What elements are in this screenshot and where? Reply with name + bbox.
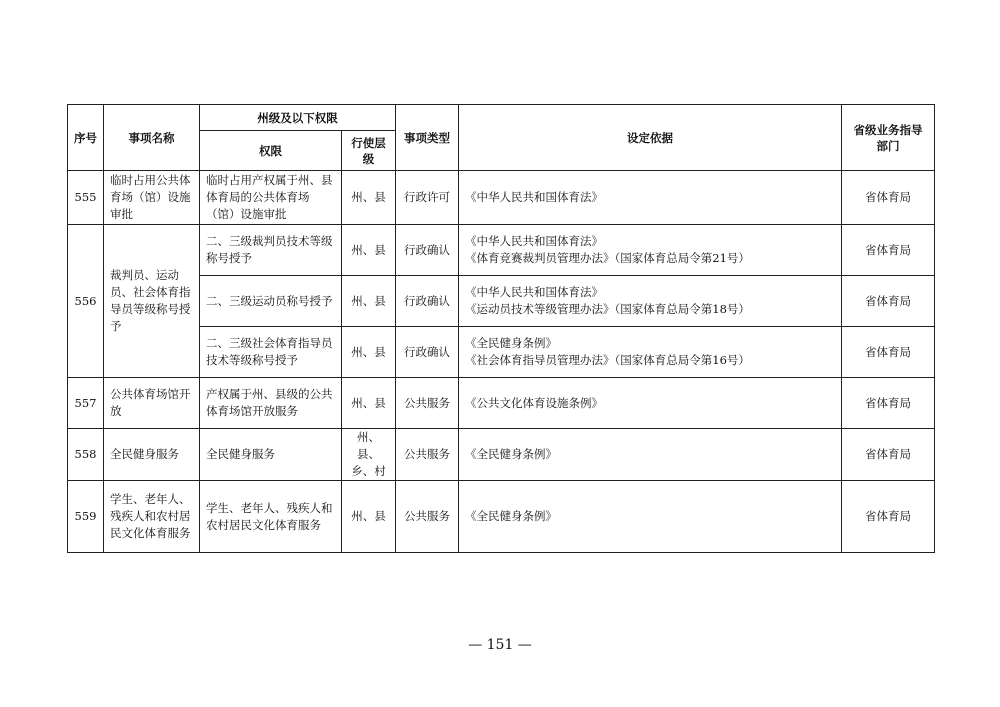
basis-line: 《中华人民共和国体育法》 xyxy=(465,234,603,248)
basis-cell xyxy=(459,276,842,327)
authority-list-table xyxy=(67,104,935,553)
seq-cell: 555 xyxy=(68,171,104,225)
table-row xyxy=(68,378,935,429)
authority-cell: 全民健身服务 xyxy=(200,429,342,481)
level-cell: 州、县 xyxy=(342,276,396,327)
table-row xyxy=(68,429,935,481)
header-type: 事项类型 xyxy=(396,105,459,171)
type-cell: 行政确认 xyxy=(396,327,459,378)
type-cell: 公共服务 xyxy=(396,429,459,481)
header-basis: 设定依据 xyxy=(459,105,842,171)
authority-cell: 产权属于州、县级的公共体育场馆开放服务 xyxy=(200,378,342,429)
header-authority: 权限 xyxy=(200,131,342,171)
authority-cell: 二、三级运动员称号授予 xyxy=(200,276,342,327)
dept-cell: 省体育局 xyxy=(842,429,935,481)
authority-cell: 临时占用产权属于州、县体育局的公共体育场（馆）设施审批 xyxy=(200,171,342,225)
basis-line: 《公共文化体育设施条例》 xyxy=(465,395,603,410)
name-cell: 全民健身服务 xyxy=(104,429,200,481)
dept-cell: 省体育局 xyxy=(842,327,935,378)
level-cell: 州、县 xyxy=(342,225,396,276)
dept-cell: 省体育局 xyxy=(842,276,935,327)
dept-cell: 省体育局 xyxy=(842,481,935,553)
header-authority-group: 州级及以下权限 xyxy=(200,105,396,131)
basis-line: 《全民健身条例》 xyxy=(465,336,557,350)
basis-cell xyxy=(459,327,842,378)
basis-cell xyxy=(459,378,842,429)
header-seq: 序号 xyxy=(68,105,104,171)
header-level: 行使层级 xyxy=(342,131,396,171)
type-cell: 行政确认 xyxy=(396,276,459,327)
table-row xyxy=(68,481,935,553)
level-cell: 州、县 xyxy=(342,378,396,429)
basis-line: 《体育竞赛裁判员管理办法》（国家体育总局令第21号） xyxy=(465,251,750,265)
header-name: 事项名称 xyxy=(104,105,200,171)
page-number: — 151 — xyxy=(468,637,532,653)
basis-cell xyxy=(459,429,842,481)
authority-cell: 二、三级社会体育指导员技术等级称号授予 xyxy=(200,327,342,378)
type-cell: 公共服务 xyxy=(396,481,459,553)
table-row xyxy=(68,171,935,225)
basis-line: 《中华人民共和国体育法》 xyxy=(465,190,603,204)
seq-cell: 558 xyxy=(68,429,104,481)
name-cell: 学生、老年人、残疾人和农村居民文化体育服务 xyxy=(104,481,200,553)
level-cell: 州、县、乡、村 xyxy=(342,429,396,481)
type-cell: 行政确认 xyxy=(396,225,459,276)
basis-line: 《社会体育指导员管理办法》（国家体育总局令第16号） xyxy=(465,353,750,367)
basis-line: 《运动员技术等级管理办法》（国家体育总局令第18号） xyxy=(465,302,750,316)
basis-cell xyxy=(459,481,842,553)
name-cell: 公共体育场馆开放 xyxy=(104,378,200,429)
dept-cell: 省体育局 xyxy=(842,225,935,276)
basis-cell xyxy=(459,225,842,276)
basis-line: 《全民健身条例》 xyxy=(465,509,557,523)
header-dept: 省级业务指导部门 xyxy=(842,105,935,171)
name-cell: 裁判员、运动员、社会体育指导员等级称号授予 xyxy=(104,225,200,378)
basis-line: 《中华人民共和国体育法》 xyxy=(465,285,603,299)
type-cell: 行政许可 xyxy=(396,171,459,225)
name-cell: 临时占用公共体育场（馆）设施审批 xyxy=(104,171,200,225)
table-row xyxy=(68,225,935,276)
level-cell: 州、县 xyxy=(342,327,396,378)
authority-cell: 学生、老年人、残疾人和农村居民文化体育服务 xyxy=(200,481,342,553)
level-cell: 州、县 xyxy=(342,481,396,553)
basis-cell xyxy=(459,171,842,225)
seq-cell: 557 xyxy=(68,378,104,429)
type-cell: 公共服务 xyxy=(396,378,459,429)
dept-cell: 省体育局 xyxy=(842,171,935,225)
level-cell: 州、县 xyxy=(342,171,396,225)
basis-line: 《全民健身条例》 xyxy=(465,447,557,461)
seq-cell: 559 xyxy=(68,481,104,553)
dept-cell: 省体育局 xyxy=(842,378,935,429)
authority-cell: 二、三级裁判员技术等级称号授予 xyxy=(200,225,342,276)
seq-cell: 556 xyxy=(68,225,104,378)
